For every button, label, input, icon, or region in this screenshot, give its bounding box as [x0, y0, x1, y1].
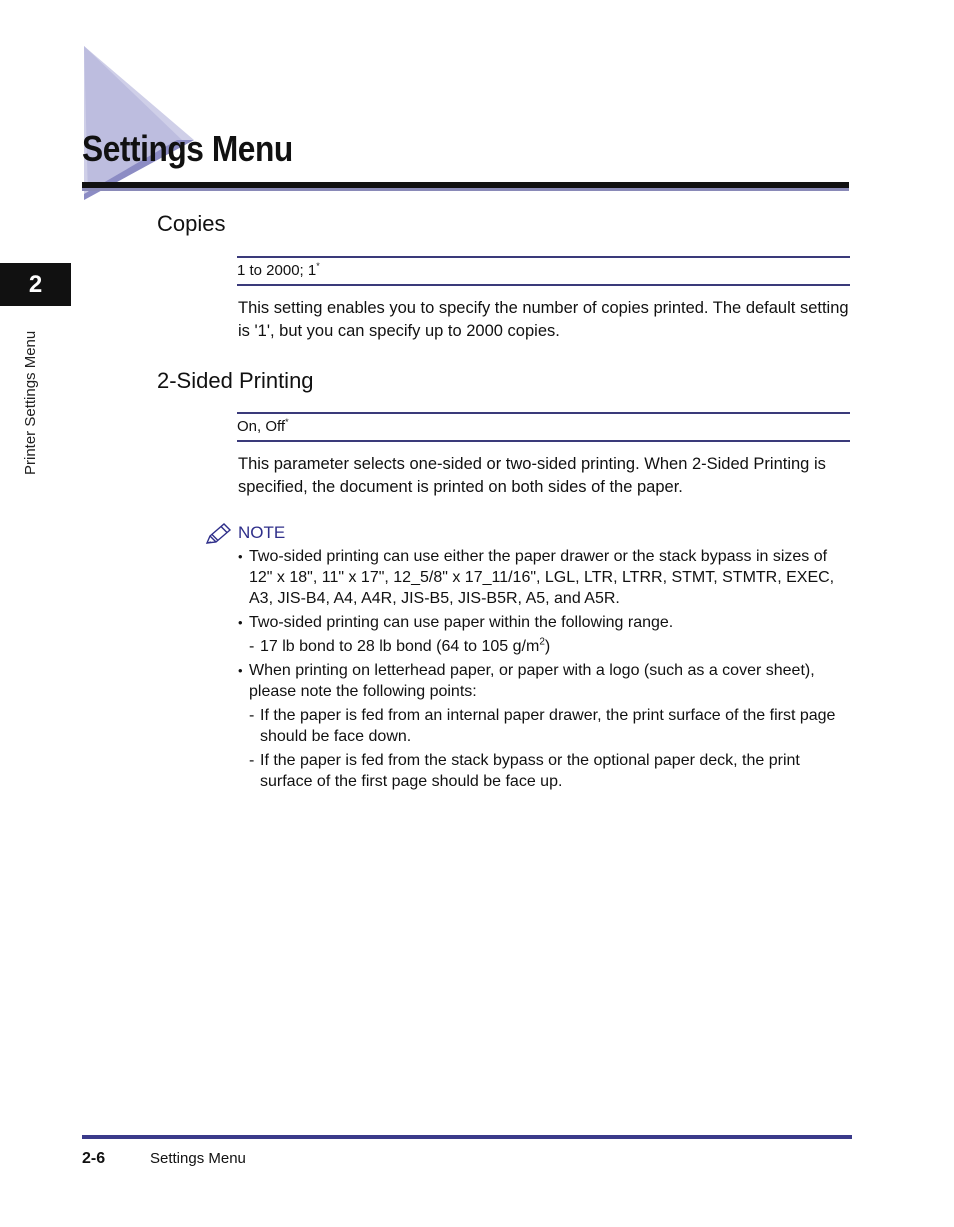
note-list: [238, 546, 850, 795]
chapter-number: 2: [28, 270, 43, 298]
superscript: 2: [539, 636, 545, 648]
setting-values-2-sided-printing: [237, 412, 850, 442]
section-heading-copies: Copies: [157, 211, 226, 236]
note-sub-text: If the paper is fed from an internal paper drawer, the print surface of the first page should be face down.: [260, 707, 836, 745]
footer-title: Settings Menu: [150, 1150, 246, 1167]
pencil-icon: [204, 522, 232, 546]
note-sub-text: 17 lb bond to 28 lb bond (64 to 105 g/m: [260, 638, 540, 655]
page-title: Settings Menu: [82, 128, 293, 169]
footer-rule: [82, 1135, 852, 1139]
dash-mark: -: [249, 752, 255, 769]
default-mark: *: [285, 417, 289, 427]
note-sub-item: [238, 705, 850, 747]
dash-mark: -: [249, 707, 255, 724]
note-bullet: • Two-sided printing can use paper within the following range.: [238, 612, 850, 633]
setting-values-text: On, Off: [237, 418, 286, 435]
setting-values-text: 1 to 2000; 1: [237, 262, 317, 279]
default-mark: *: [316, 261, 320, 271]
chapter-side-label: Printer Settings Menu: [22, 330, 39, 475]
setting-values-copies: [237, 256, 850, 286]
note-bullet: • When printing on letterhead paper, or paper with a logo (such as a cover sheet), please note the following points:: [238, 660, 850, 702]
title-rule-accent: [82, 188, 849, 191]
note-bullet: • Two-sided printing can use either the paper drawer or the stack bypass in sizes of 12" x 18", 11" x 17", 12_5/8" x 17_11/16", LGL, LTR, LTRR, STMT, STMTR, EXEC, A3, JIS-B4, A4, A4R, JIS-B5, JIS-B5R, A5, and A5R.: [238, 546, 850, 609]
note-sub-text: If the paper is fed from the stack bypass or the optional paper deck, the print surface of the first page should be face up.: [260, 752, 800, 790]
note-label: NOTE: [238, 523, 286, 542]
note-sub-item: [238, 750, 850, 792]
section-heading-2-sided-printing: 2-Sided Printing: [157, 368, 314, 393]
note-sub-item: [238, 636, 850, 657]
page-number: 2-6: [82, 1150, 106, 1167]
note-sub-text-end: ): [544, 638, 551, 655]
dash-mark: -: [249, 638, 255, 655]
section-description-copies: This setting enables you to specify the number of copies printed. The default setting is '1', but you can specify up to 2000 copies.: [238, 299, 849, 340]
section-description-2-sided-printing: This parameter selects one-sided or two-sided printing. When 2-Sided Printing is specified, the document is printed on both sides of the paper.: [238, 455, 826, 496]
chapter-triangle-decoration: [82, 44, 202, 204]
